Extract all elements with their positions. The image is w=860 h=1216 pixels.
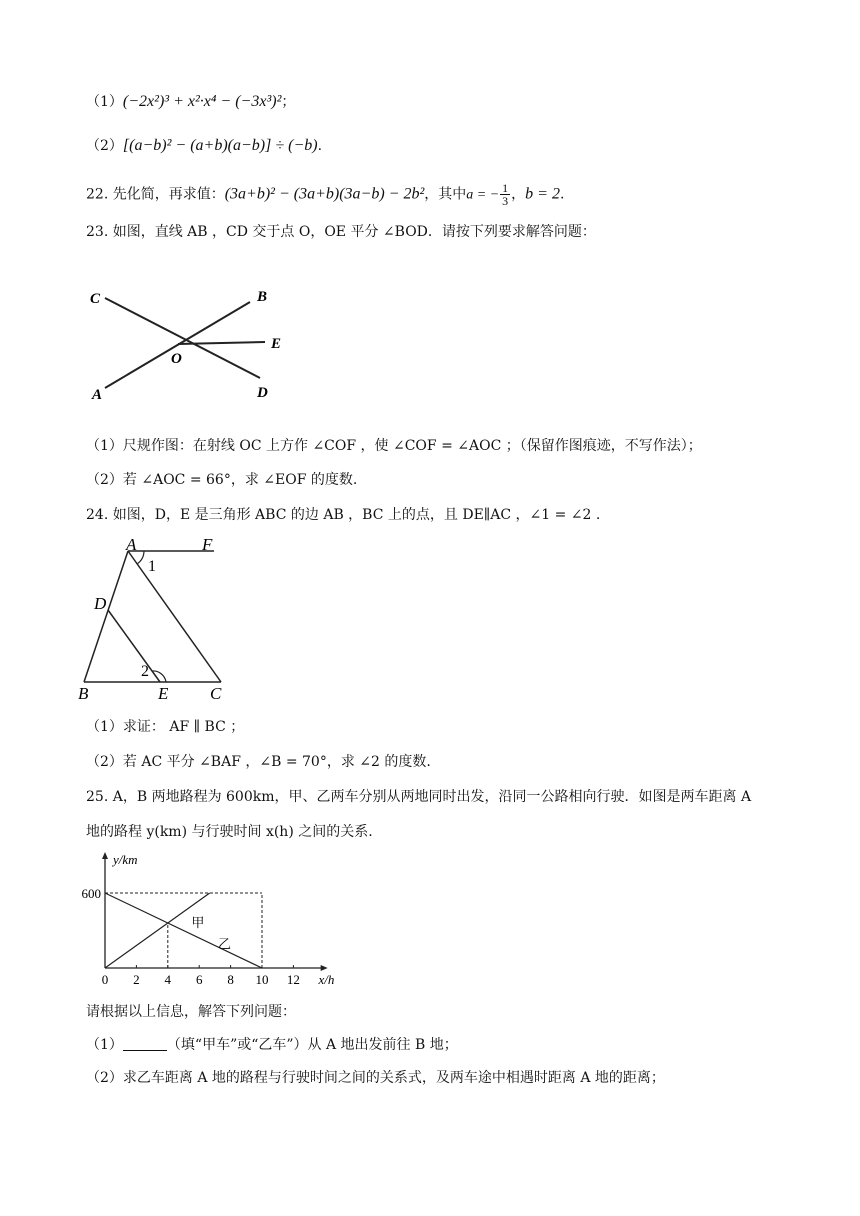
q22-b-val: b = 2 [525, 185, 560, 203]
q22-a-num: 1 [502, 181, 509, 195]
segment-ab [84, 551, 128, 682]
q25-part2: （2）求乙车距离 A 地的路程与行驶时间之间的关系式，及两车途中相遇时距离 A 地的距离； [86, 1070, 665, 1086]
q23-statement: 23. 如图，直线 AB ，CD 交于点 O，OE 平分 ∠BOD．请按下列要求解答问题： [86, 224, 596, 240]
q21-part1 [86, 92, 295, 112]
label-a: A [126, 535, 137, 554]
q23-part2: （2）若 ∠AOC = 66°，求 ∠EOF 的度数. [86, 472, 358, 488]
q24-statement: 24. 如图，D，E 是三角形 ABC 的边 AB ，BC 上的点，且 DE∥AC ，∠1 = ∠2 . [86, 507, 601, 523]
series-line-1 [105, 893, 262, 968]
q22-text: 22. 先化简，再求值： [86, 186, 225, 203]
x-tick-label-6: 6 [195, 972, 203, 987]
series-label-yi: 乙 [218, 936, 232, 952]
x-axis-arrow [321, 965, 328, 971]
q22-a-den: 3 [502, 194, 509, 208]
label-angle-2: 2 [141, 663, 149, 680]
label-b: B [257, 289, 268, 305]
q25-chart [76, 854, 346, 994]
q25-p1-rest: （填“甲车”或“乙车”）从 A 地出发前往 B 地； [166, 1037, 458, 1053]
label-f: F [202, 535, 213, 554]
series-label-jia: 甲 [191, 915, 205, 930]
q22-comma: ， [511, 186, 526, 203]
label-b: B [78, 684, 89, 703]
series-line-0 [105, 893, 210, 968]
x-tick-label-12: 12 [286, 972, 300, 987]
q23-part1: （1）尺规作图：在射线 OC 上方作 ∠COF ，使 ∠COF = ∠AOC ；（保留作图痕迹，不写作法）； [86, 438, 702, 454]
label-e: E [271, 336, 282, 352]
q21-p1-label: （1） [86, 94, 123, 110]
q23-figure [80, 280, 300, 405]
q22-statement [86, 182, 564, 207]
q21-p1-end: ； [281, 94, 296, 110]
x-tick-label-4: 4 [164, 972, 172, 987]
q21-part2 [86, 136, 322, 156]
line-ab [105, 302, 250, 388]
y-axis-arrow [102, 852, 108, 859]
q22-expr: (3a+b)² − (3a+b)(3a−b) − 2b² [224, 185, 425, 203]
x-tick-label-2: 2 [133, 972, 140, 987]
q25-prompt: 请根据以上信息，解答下列问题： [86, 1004, 296, 1020]
label-c: C [90, 291, 101, 307]
x-axis-label: x/h [318, 972, 335, 987]
q21-p2-label: （2） [86, 138, 123, 154]
q22-a-fraction [500, 182, 510, 207]
label-d: D [94, 594, 107, 613]
q21-p1-expr: (−2x²)³ + x²·x⁴ − (−3x³)² [122, 93, 282, 110]
label-angle-1: 1 [148, 558, 156, 575]
x-tick-label-8: 8 [227, 972, 234, 987]
q22-mid: ，其中 [424, 186, 467, 203]
q24-figure [76, 535, 236, 705]
label-a: A [92, 387, 103, 403]
q25-p1-label: （1） [86, 1037, 123, 1053]
y-tick-label-600: 600 [81, 886, 101, 901]
q22-end: . [559, 186, 565, 203]
q25-part1 [86, 1035, 458, 1055]
q24-part2: （2）若 AC 平分 ∠BAF ，∠B = 70°，求 ∠2 的度数. [86, 754, 431, 770]
label-c: C [210, 684, 222, 703]
label-o: O [171, 351, 182, 367]
label-d: D [257, 385, 268, 401]
x-tick-label-0: 0 [101, 972, 109, 987]
q24-part1: （1）求证： AF ∥ BC ； [86, 719, 245, 735]
q25-statement-line2: 地的路程 y(km) 与行驶时间 x(h) 之间的关系. [86, 824, 373, 840]
answer-blank[interactable] [123, 1036, 167, 1051]
angle-1-arc [137, 551, 144, 564]
q21-p2-expr: [(a−b)² − (a+b)(a−b)] ÷ (−b) [122, 137, 318, 154]
q22-a-var: a = − [466, 187, 500, 203]
x-tick-label-10: 10 [255, 972, 269, 987]
y-axis-label: y/km [113, 852, 138, 867]
label-e: E [158, 684, 169, 703]
q21-p2-end: . [317, 138, 323, 154]
q25-statement-line1: 25. A，B 两地路程为 600km，甲、乙两车分别从两地同时出发，沿同一公路相向行驶．如图是两车距离 A [86, 789, 752, 805]
